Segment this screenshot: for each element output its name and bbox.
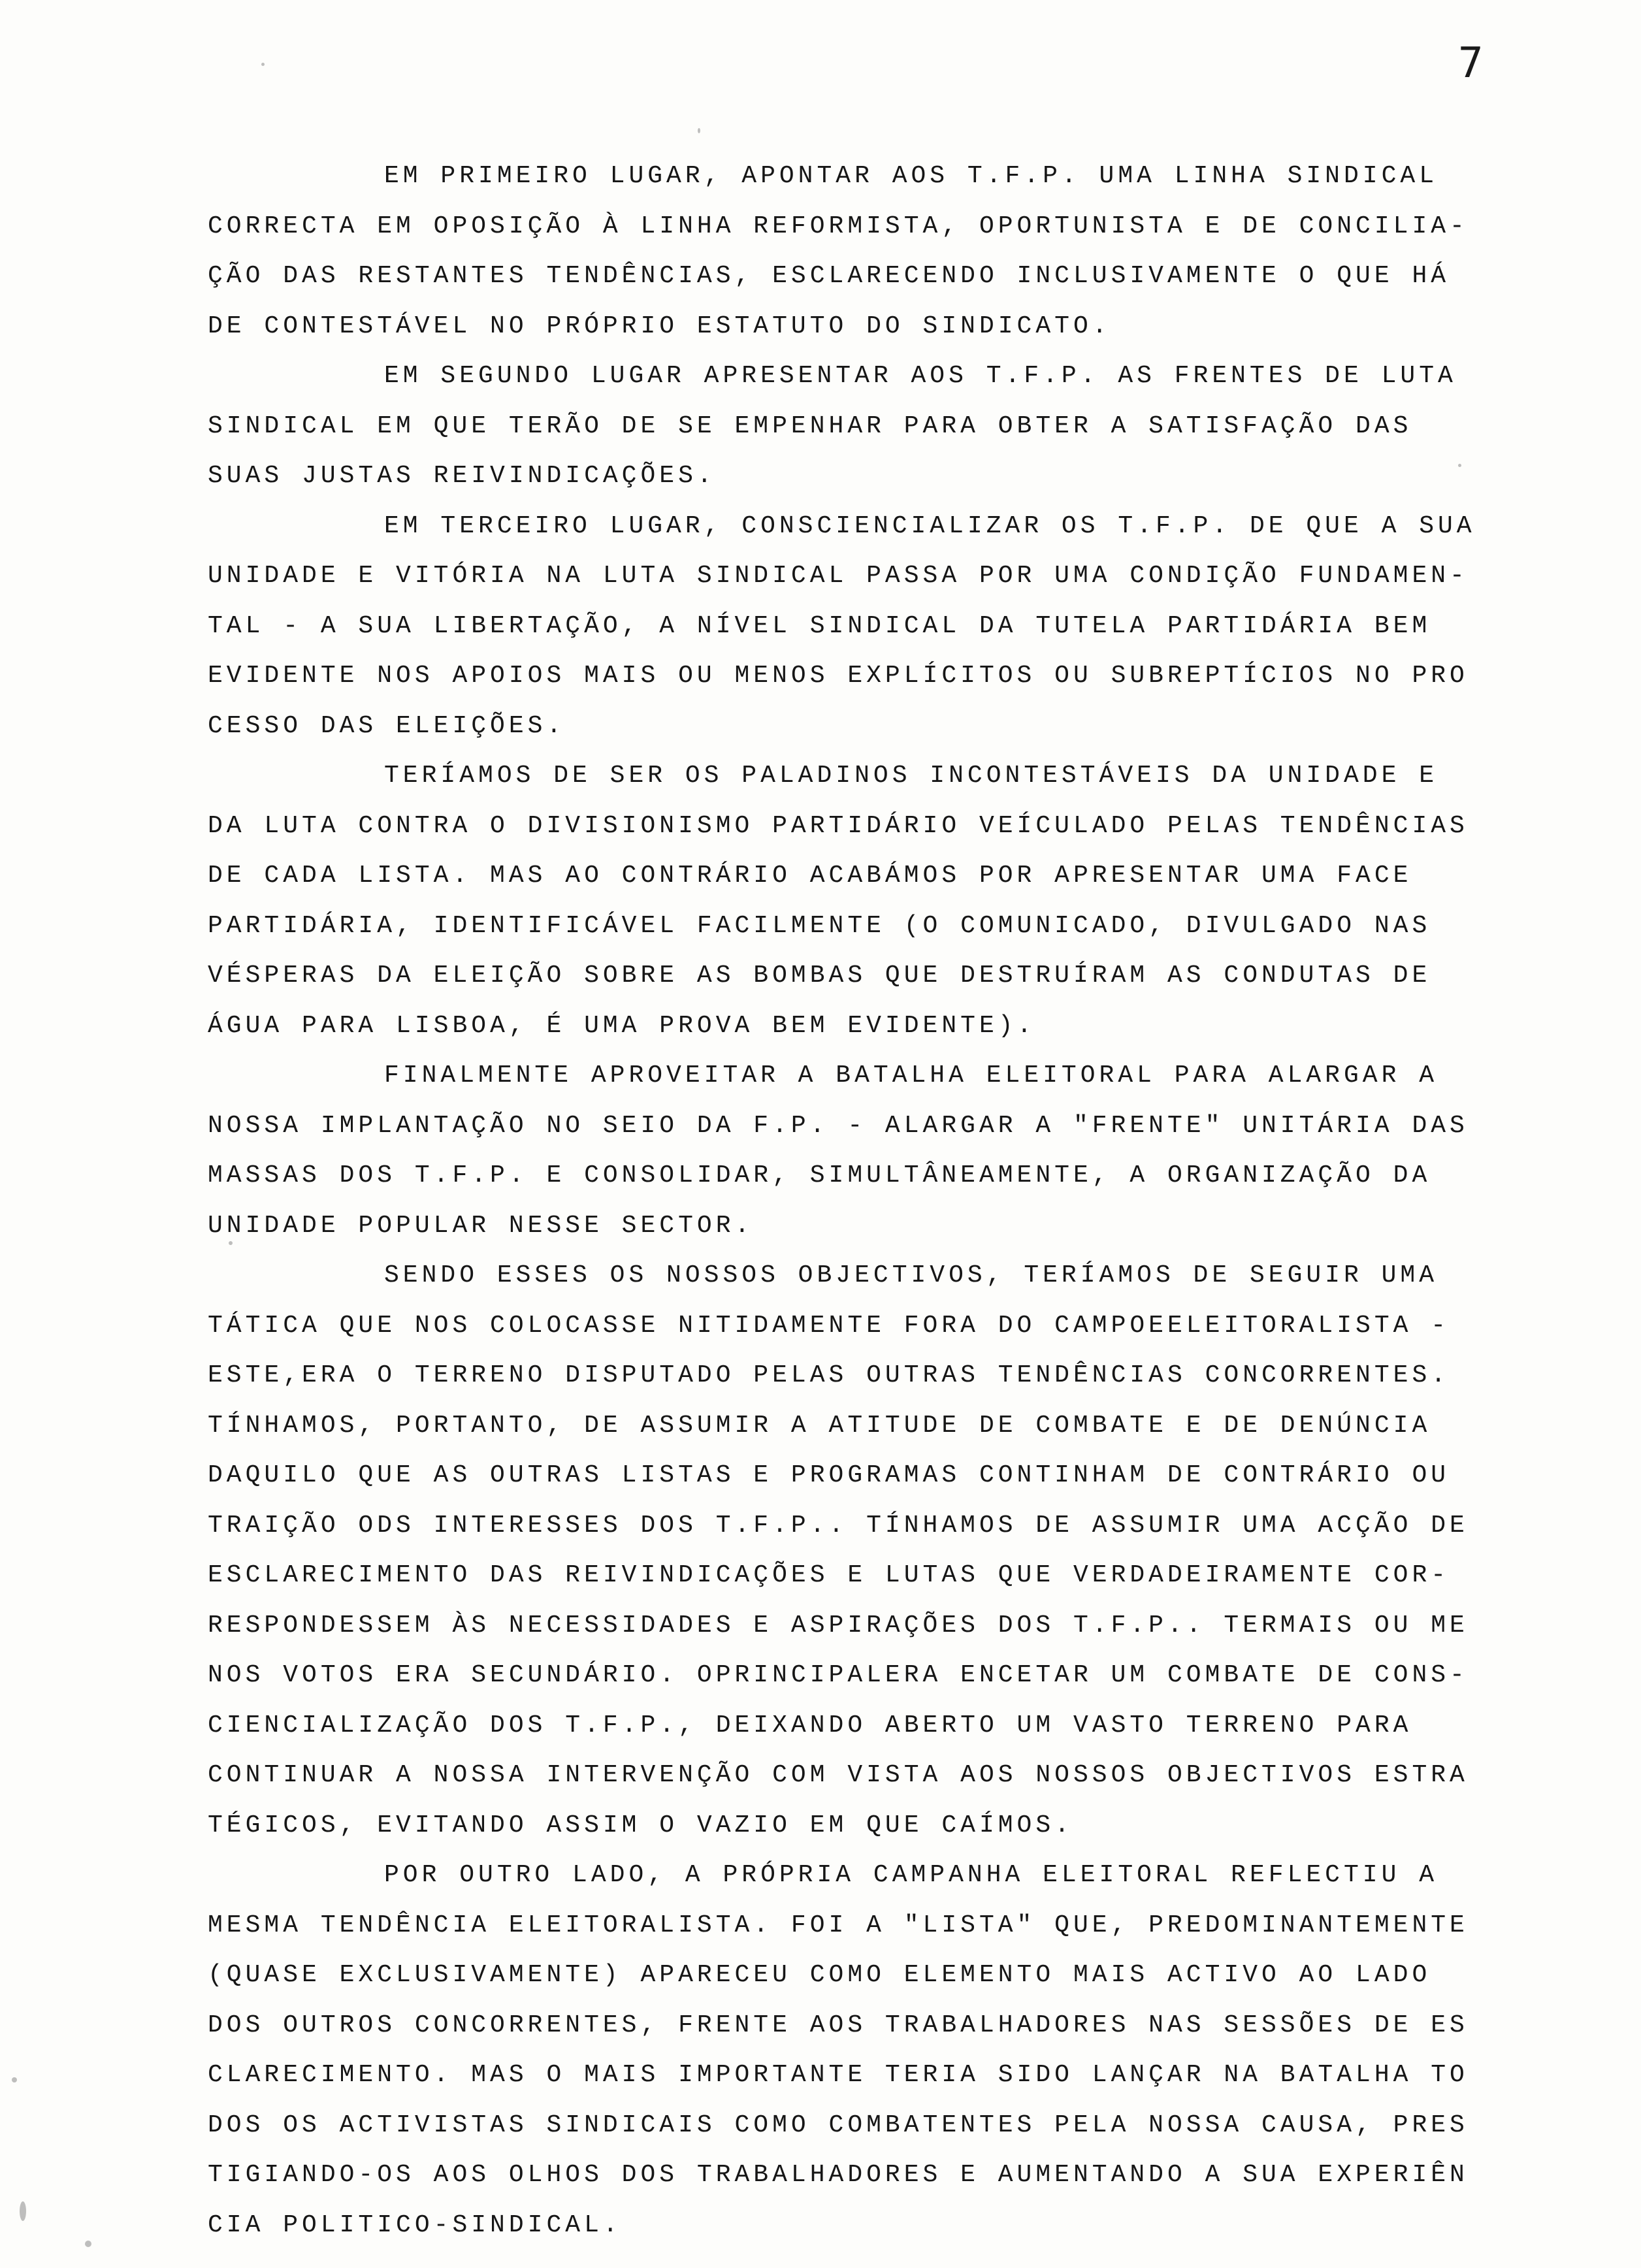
text-line: DA LUTA CONTRA O DIVISIONISMO PARTIDÁRIO VEÍCULADO PELAS TENDÊNCIAS xyxy=(208,811,1469,840)
text-line: CESSO DAS ELEIÇÕES. xyxy=(208,711,566,740)
text-line: NOSSA IMPLANTAÇÃO NO SEIO DA F.P. - ALARGAR A "FRENTE" UNITÁRIA DAS xyxy=(208,1111,1469,1140)
text-line: SUAS JUSTAS REIVINDICAÇÕES. xyxy=(208,462,716,490)
text-line: EM PRIMEIRO LUGAR, APONTAR AOS T.F.P. UMA LINHA SINDICAL xyxy=(384,162,1438,190)
scan-speck xyxy=(698,128,700,133)
text-line: TÍNHAMOS, PORTANTO, DE ASSUMIR A ATITUDE DE COMBATE E DE DENÚNCIA xyxy=(208,1411,1431,1440)
scan-speck xyxy=(229,1241,233,1245)
text-line: ESCLARECIMENTO DAS REIVINDICAÇÕES E LUTAS QUE VERDADEIRAMENTE COR- xyxy=(208,1561,1450,1589)
text-line: ÇÃO DAS RESTANTES TENDÊNCIAS, ESCLARECENDO INCLUSIVAMENTE O QUE HÁ xyxy=(208,262,1450,290)
text-line: CIA POLITICO-SINDICAL. xyxy=(208,2211,622,2239)
text-line: ESTE,ERA O TERRENO DISPUTADO PELAS OUTRAS TENDÊNCIAS CONCORRENTES. xyxy=(208,1361,1450,1389)
scan-speck xyxy=(12,2077,17,2082)
scan-speck xyxy=(1458,464,1461,467)
text-line: DAQUILO QUE AS OUTRAS LISTAS E PROGRAMAS CONTINHAM DE CONTRÁRIO OU xyxy=(208,1461,1450,1489)
text-line: UNIDADE POPULAR NESSE SECTOR. xyxy=(208,1211,754,1240)
text-line: SINDICAL EM QUE TERÃO DE SE EMPENHAR PARA OBTER A SATISFAÇÃO DAS xyxy=(208,412,1412,440)
text-line: FINALMENTE APROVEITAR A BATALHA ELEITORAL PARA ALARGAR A xyxy=(384,1061,1438,1090)
text-line: DOS OS ACTIVISTAS SINDICAIS COMO COMBATENTES PELA NOSSA CAUSA, PRES xyxy=(208,2111,1469,2139)
text-line: DE CADA LISTA. MAS AO CONTRÁRIO ACABÁMOS POR APRESENTAR UMA FACE xyxy=(208,862,1412,890)
text-line: DOS OUTROS CONCORRENTES, FRENTE AOS TRABALHADORES NAS SESSÕES DE ES xyxy=(208,2011,1469,2039)
scan-speck xyxy=(261,63,265,66)
page-number: 7 xyxy=(1458,39,1484,88)
text-line: TERÍAMOS DE SER OS PALADINOS INCONTESTÁVEIS DA UNIDADE E xyxy=(384,762,1438,790)
text-line: UNIDADE E VITÓRIA NA LUTA SINDICAL PASSA POR UMA CONDIÇÃO FUNDAMEN- xyxy=(208,562,1469,590)
scan-speck xyxy=(85,2241,91,2247)
text-line: CLARECIMENTO. MAS O MAIS IMPORTANTE TERIA SIDO LANÇAR NA BATALHA TO xyxy=(208,2061,1469,2089)
text-line: MASSAS DOS T.F.P. E CONSOLIDAR, SIMULTÂNEAMENTE, A ORGANIZAÇÃO DA xyxy=(208,1161,1431,1190)
text-line: TRAIÇÃO ODS INTERESSES DOS T.F.P.. TÍNHAMOS DE ASSUMIR UMA ACÇÃO DE xyxy=(208,1511,1469,1540)
text-line: TÁTICA QUE NOS COLOCASSE NITIDAMENTE FORA DO CAMPOEELEITORALISTA - xyxy=(208,1311,1450,1340)
text-line: PARTIDÁRIA, IDENTIFICÁVEL FACILMENTE (O COMUNICADO, DIVULGADO NAS xyxy=(208,911,1431,940)
text-line: ÁGUA PARA LISBOA, É UMA PROVA BEM EVIDENTE). xyxy=(208,1011,1036,1040)
text-line: NOS VOTOS ERA SECUNDÁRIO. OPRINCIPALERA ENCETAR UM COMBATE DE CONS- xyxy=(208,1661,1469,1689)
text-line: CONTINUAR A NOSSA INTERVENÇÃO COM VISTA AOS NOSSOS OBJECTIVOS ESTRA xyxy=(208,1761,1469,1789)
text-line: TIGIANDO-OS AOS OLHOS DOS TRABALHADORES E AUMENTANDO A SUA EXPERIÊN xyxy=(208,2161,1469,2189)
text-line: CIENCIALIZAÇÃO DOS T.F.P., DEIXANDO ABERTO UM VASTO TERRENO PARA xyxy=(208,1711,1412,1740)
text-line: CORRECTA EM OPOSIÇÃO À LINHA REFORMISTA, OPORTUNISTA E DE CONCILIA- xyxy=(208,212,1469,240)
text-line: (QUASE EXCLUSIVAMENTE) APARECEU COMO ELEMENTO MAIS ACTIVO AO LADO xyxy=(208,1961,1431,1989)
text-line: VÉSPERAS DA ELEIÇÃO SOBRE AS BOMBAS QUE DESTRUÍRAM AS CONDUTAS DE xyxy=(208,962,1431,990)
body-text xyxy=(208,152,1540,2250)
scan-speck xyxy=(20,2201,26,2221)
text-line: EM SEGUNDO LUGAR APRESENTAR AOS T.F.P. AS FRENTES DE LUTA xyxy=(384,362,1457,390)
text-line: TÉGICOS, EVITANDO ASSIM O VAZIO EM QUE CAÍMOS. xyxy=(208,1811,1073,1839)
text-line: SENDO ESSES OS NOSSOS OBJECTIVOS, TERÍAMOS DE SEGUIR UMA xyxy=(384,1261,1438,1289)
text-line: EM TERCEIRO LUGAR, CONSCIENCIALIZAR OS T.F.P. DE QUE A SUA xyxy=(384,511,1476,540)
text-line: DE CONTESTÁVEL NO PRÓPRIO ESTATUTO DO SINDICATO. xyxy=(208,312,1111,340)
text-line: EVIDENTE NOS APOIOS MAIS OU MENOS EXPLÍCITOS OU SUBREPTÍCIOS NO PRO xyxy=(208,662,1469,690)
text-line: POR OUTRO LADO, A PRÓPRIA CAMPANHA ELEITORAL REFLECTIU A xyxy=(384,1861,1438,1889)
text-line: RESPONDESSEM ÀS NECESSIDADES E ASPIRAÇÕES DOS T.F.P.. TERMAIS OU ME xyxy=(208,1611,1469,1640)
text-line: MESMA TENDÊNCIA ELEITORALISTA. FOI A "LISTA" QUE, PREDOMINANTEMENTE xyxy=(208,1911,1469,1939)
text-line: TAL - A SUA LIBERTAÇÃO, A NÍVEL SINDICAL DA TUTELA PARTIDÁRIA BEM xyxy=(208,611,1431,640)
